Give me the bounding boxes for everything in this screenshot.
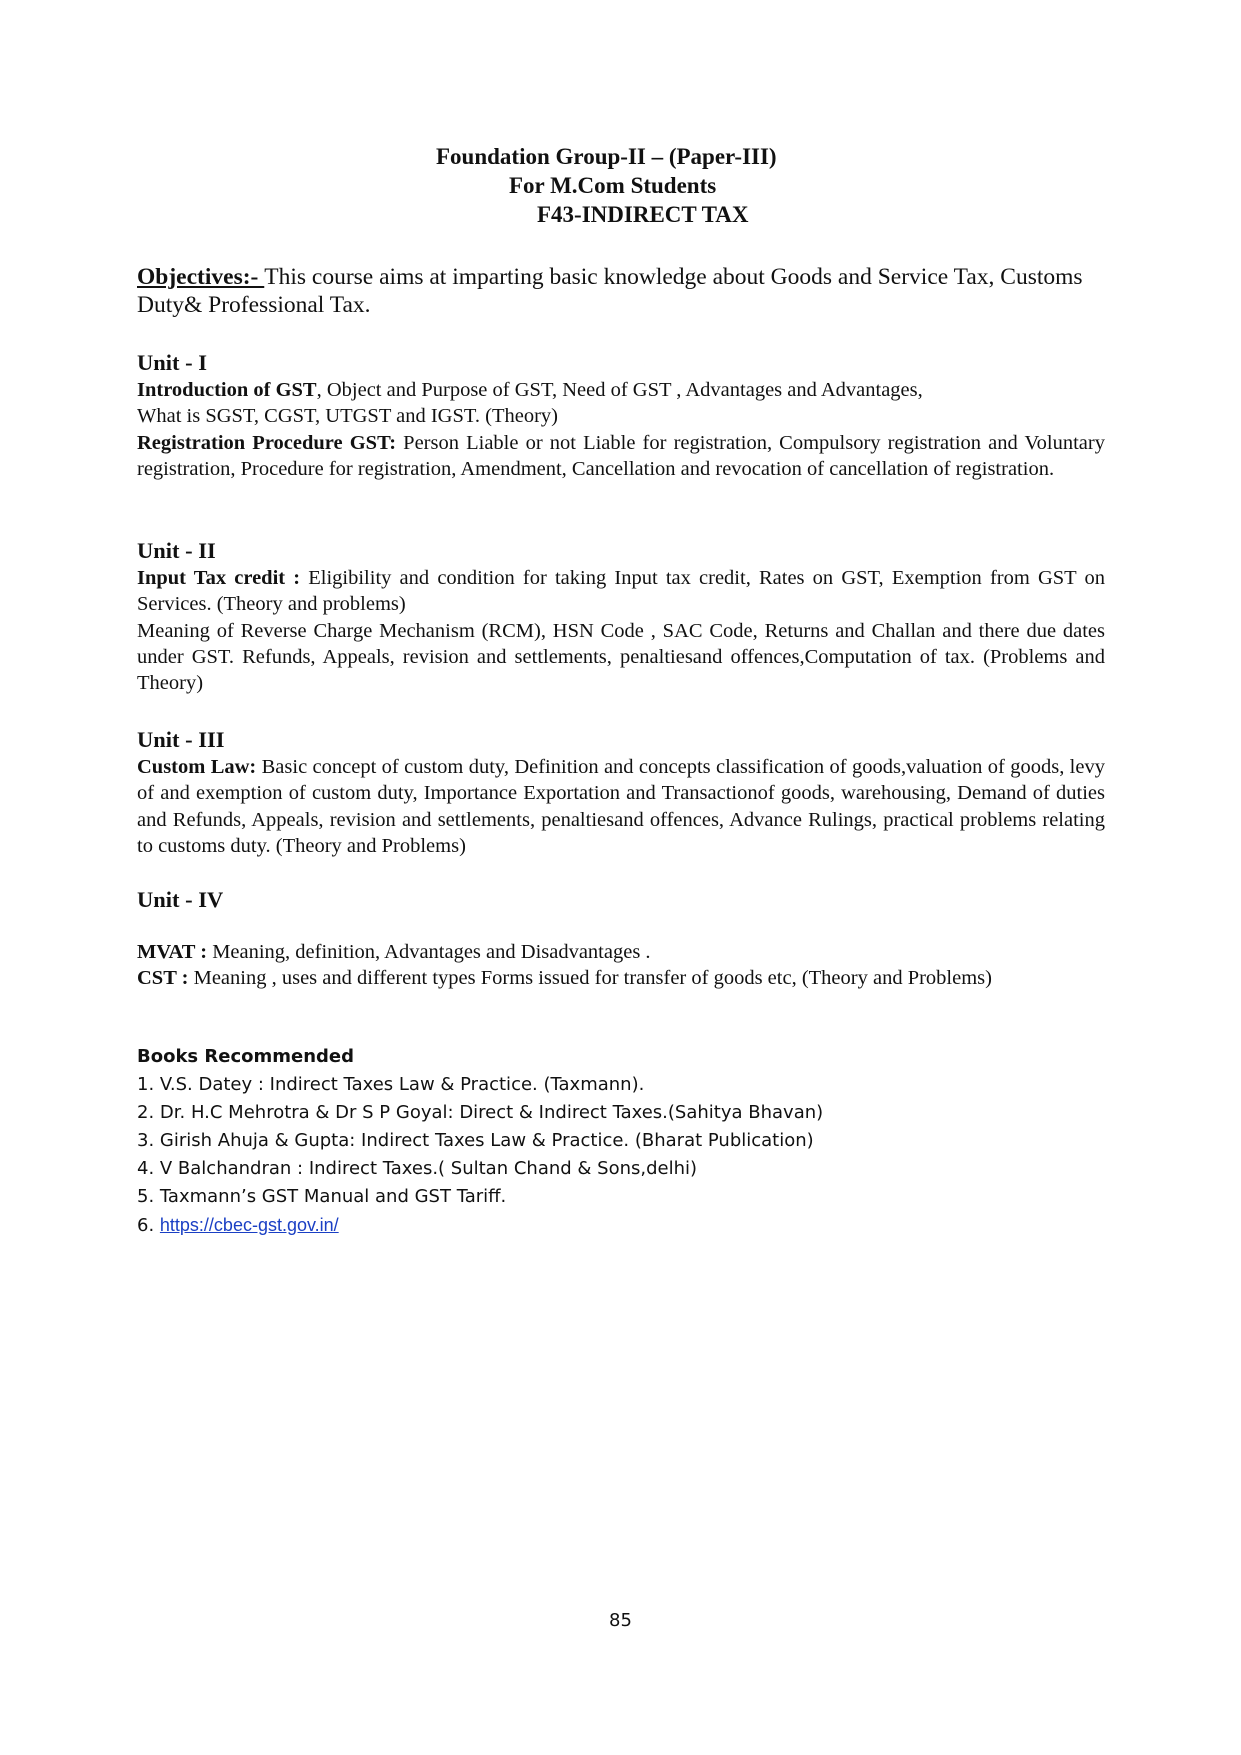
- unit-1-paragraph-2: What is SGST, CGST, UTGST and IGST. (Theory): [137, 405, 558, 428]
- book-item: 3. Girish Ahuja & Gupta: Indirect Taxes Law & Practice. (Bharat Publication): [137, 1130, 814, 1151]
- objectives-label: Objectives:-: [137, 264, 265, 290]
- unit-4-paragraph-2: [137, 965, 1105, 991]
- unit-4-section: [137, 886, 1105, 992]
- unit-1-paragraph-1: [137, 377, 1105, 403]
- unit-2-section: [137, 537, 1105, 696]
- books-recommended-section: [137, 1043, 1105, 1240]
- book-item: 4. V Balchandran : Indirect Taxes.( Sultan Chand & Sons,delhi): [137, 1158, 698, 1179]
- unit-4-term-mvat: MVAT :: [137, 941, 208, 963]
- unit-2-term-itc: Input Tax credit :: [137, 567, 301, 589]
- unit-2-paragraph-1: [137, 565, 1105, 618]
- unit-4-paragraph-1: [137, 939, 1105, 965]
- unit-4-title: Unit - IV: [137, 887, 224, 912]
- unit-1-text-3: Person Liable or not Liable for registration, Compulsory registration and Voluntary registration, Procedure for registration, Amendment, Cancellation and revocation of cancellation of registration.: [137, 431, 1105, 480]
- unit-1-title: Unit - I: [137, 350, 208, 375]
- unit-3-text-1: Basic concept of custom duty, Definition and concepts classification of goods,valuation of goods, levy of and exemption of custom duty, Importance Exportation and Transactionof goods, warehousing, Demand of duties and Refunds, Appeals, revision and settlements, penaltiesand offences, Advance Rulings, practical problems relating to customs duty. (Theory and Problems): [137, 756, 1105, 857]
- objectives-text: This course aims at imparting basic knowledge about Goods and Service Tax, Customs Duty& Professional Tax.: [137, 264, 1083, 318]
- books-title: Books Recommended: [137, 1046, 355, 1067]
- book-item: 2. Dr. H.C Mehrotra & Dr S P Goyal: Direct & Indirect Taxes.(Sahitya Bhavan): [137, 1102, 824, 1123]
- unit-2-title: Unit - II: [137, 538, 216, 563]
- cbec-gst-link[interactable]: https://cbec-gst.gov.in/: [159, 1215, 339, 1235]
- unit-2-text-1: Eligibility and condition for taking Input tax credit, Rates on GST, Exemption from GST on Services. (Theory and problems): [137, 567, 1105, 616]
- unit-3-title: Unit - III: [137, 727, 225, 752]
- book-item-6-number: 6.: [137, 1215, 160, 1236]
- header-group-title: Foundation Group-II – (Paper-III): [436, 144, 777, 169]
- page-number: 85: [609, 1610, 632, 1631]
- books-list: [137, 1071, 1105, 1240]
- book-item: 1. V.S. Datey : Indirect Taxes Law & Practice. (Taxmann).: [137, 1074, 645, 1095]
- unit-1-term-intro: Introduction of GST: [137, 379, 317, 401]
- unit-1-paragraph-3: [137, 430, 1105, 483]
- unit-3-paragraph-1: [137, 754, 1105, 859]
- unit-1-text-1: , Object and Purpose of GST, Need of GST , Advantages and Advantages,: [316, 379, 923, 401]
- unit-4-spacer: [137, 914, 1105, 939]
- unit-3-section: [137, 726, 1105, 859]
- header-audience: For M.Com Students: [509, 173, 717, 198]
- unit-4-text-1: Meaning, definition, Advantages and Disadvantages .: [207, 941, 651, 963]
- unit-3-term-custom-law: Custom Law:: [137, 756, 257, 778]
- unit-2-paragraph-2: Meaning of Reverse Charge Mechanism (RCM), HSN Code , SAC Code, Returns and Challan and there due dates under GST. Refunds, Appeals, revision and settlements, penaltiesand offences,Computation of tax. (Problems and Theory): [137, 619, 1105, 695]
- unit-4-term-cst: CST :: [137, 967, 189, 990]
- header-course-code: F43-INDIRECT TAX: [537, 202, 749, 227]
- book-item-link-row: [137, 1211, 1105, 1240]
- book-item: 5. Taxmann’s GST Manual and GST Tariff.: [137, 1186, 507, 1207]
- unit-1-section: [137, 349, 1105, 482]
- objectives-section: [137, 263, 1105, 319]
- unit-4-text-2: Meaning , uses and different types Forms issued for transfer of goods etc, (Theory and Problems): [188, 967, 992, 990]
- unit-1-term-registration: Registration Procedure GST:: [137, 431, 397, 454]
